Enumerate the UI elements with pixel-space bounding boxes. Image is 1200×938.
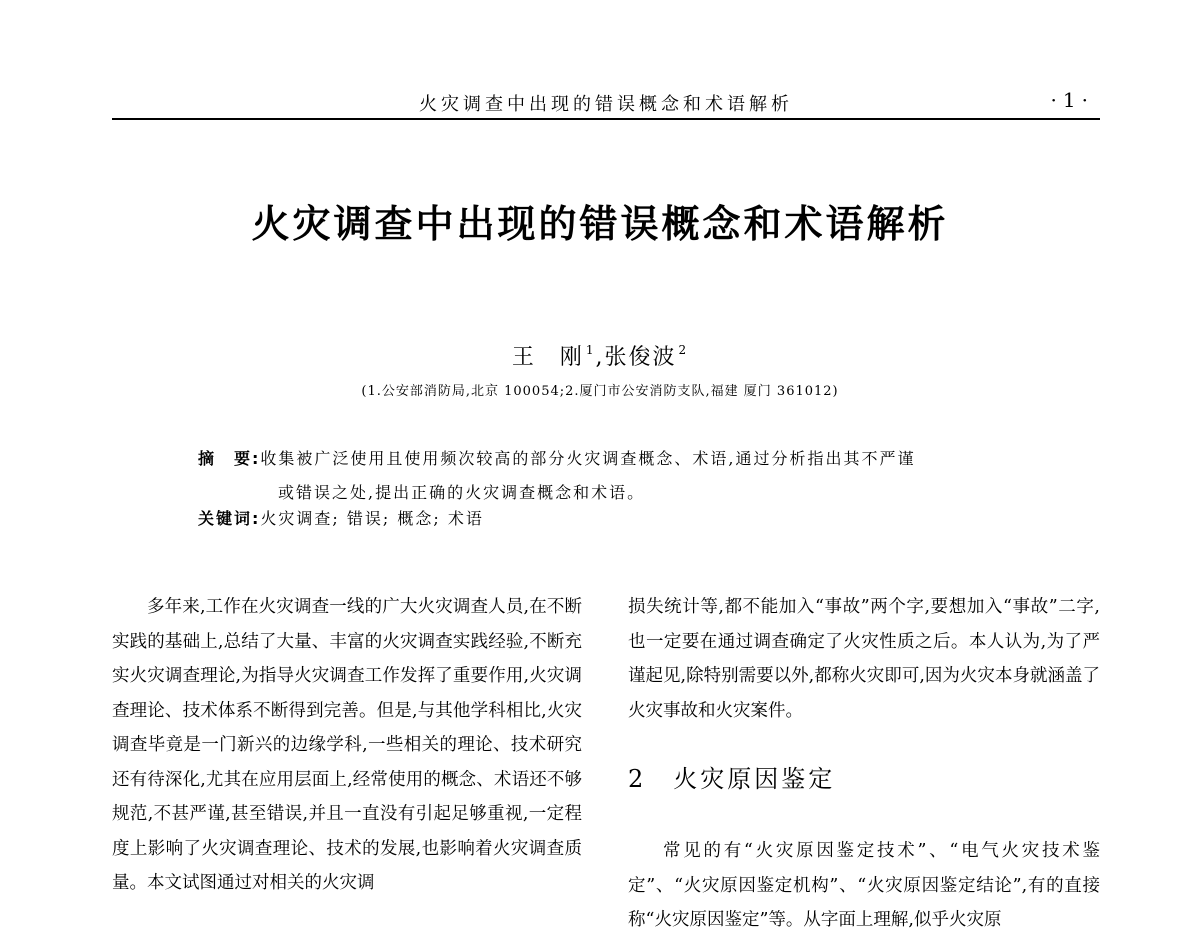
body-paragraph: 常见的有“火灾原因鉴定技术”、“电气火灾技术鉴定”、“火灾原因鉴定机构”、“火灾原因鉴定结论”,有的直接称“火灾原因鉴定”等。从字面上理解,似乎火灾原: [628, 841, 1100, 930]
keywords: [198, 506, 1028, 529]
body-paragraph-continuation: 损失统计等,都不能加入“事故”两个字,要想加入“事故”二字,也一定要在通过调查确定了火灾性质之后。本人认为,为了严谨起见,除特别需要以外,都称火灾即可,因为火灾本身就涵盖了火灾事故和火灾案件。: [628, 597, 1100, 721]
abstract-label: 摘 要:: [198, 449, 261, 468]
page-number: ·1·: [1050, 88, 1094, 112]
right-column: [628, 590, 1100, 938]
abstract-text-line1: 收集被广泛使用且使用频次较高的部分火灾调查概念、术语,通过分析指出其不严谨: [260, 449, 916, 468]
author-separator: ,: [595, 345, 605, 370]
author-name: 王 刚: [511, 345, 584, 370]
keywords-text: 火灾调查; 错误; 概念; 术语: [260, 509, 484, 528]
author-line: [0, 340, 1200, 371]
author-affiliation-mark: 2: [678, 343, 689, 357]
affiliation: (1.公安部消防局,北京 100054;2.厦门市公安消防支队,福建 厦门 361012): [361, 384, 839, 399]
body-paragraph: 多年来,工作在火灾调查一线的广大火灾调查人员,在不断实践的基础上,总结了大量、丰富的火灾调查实践经验,不断充实火灾调查理论,为指导火灾调查工作发挥了重要作用,火灾调查理论、技术体系不断得到完善。但是,与其他学科相比,火灾调查毕竟是一门新兴的边缘学科,一些相关的理论、技术研究还有待深化,尤其在应用层面上,经常使用的概念、术语还不够规范,不甚严谨,甚至错误,并且一直没有引起足够重视,一定程度上影响了火灾调查理论、技术的发展,也影响着火灾调查质量。本文试图通过对相关的火灾调: [112, 597, 582, 893]
abstract: [198, 442, 1028, 510]
section-heading: 2 火灾原因鉴定: [628, 765, 836, 793]
keywords-label: 关键词:: [198, 509, 261, 528]
running-header: [112, 88, 1100, 120]
author-affiliation-mark: 1: [585, 343, 596, 357]
author-name: 张俊波: [604, 345, 677, 370]
left-column: [112, 590, 582, 901]
article-title: 火灾调查中出现的错误概念和术语解析: [251, 202, 949, 246]
abstract-text-line2: 或错误之处,提出正确的火灾调查概念和术语。: [278, 483, 646, 502]
running-title: 火灾调查中出现的错误概念和术语解析: [419, 94, 793, 115]
